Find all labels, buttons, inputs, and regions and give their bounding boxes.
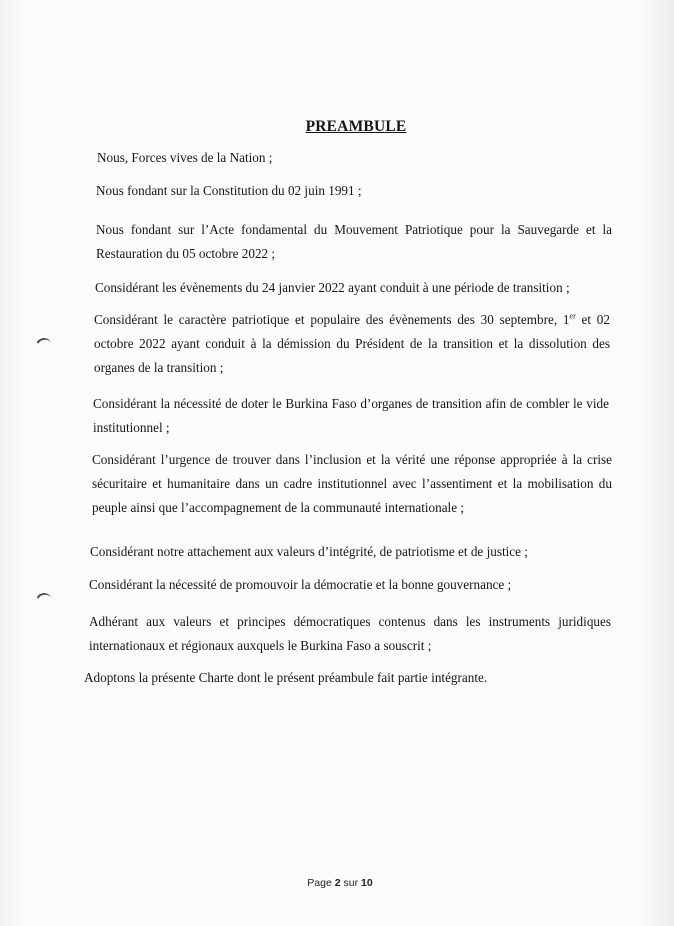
paragraph-forces-vives: Nous, Forces vives de la Nation ; (97, 150, 273, 165)
footer-page-prefix: Page (307, 877, 332, 889)
paragraph-constitution: Nous fondant sur la Constitution du 02 juin 1991 ; (96, 183, 362, 198)
paragraph-urgence: Considérant l’urgence de trouver dans l’inclusion et la vérité une réponse appropriée à la crise sécuritaire et humanitaire dans un cadre institutionnel avec l’assentiment et la mobilisation du peuple ainsi que l’accompagnement de la communauté internationale ; (92, 452, 612, 515)
footer-total-pages: 10 (361, 877, 373, 889)
punch-hole-mark-bottom (34, 591, 55, 612)
punch-hole-mark-top (34, 336, 55, 357)
paragraph-democratie: Considérant la nécessité de promouvoir la démocratie et la bonne gouvernance ; (89, 577, 512, 592)
paragraph-acte-fondamental: Nous fondant sur l’Acte fondamental du Mouvement Patriotique pour la Sauvegarde et la Restauration du 05 octobre 2022 ; (96, 222, 612, 261)
paragraph-adoptons: Adoptons la présente Charte dont le présent préambule fait partie intégrante. (84, 670, 488, 685)
paragraph-organes-transition: Considérant la nécessité de doter le Burkina Faso d’organes de transition afin de combler le vide institutionnel ; (93, 396, 609, 435)
superscript-er: er (569, 311, 576, 321)
footer-current-page: 2 (334, 877, 341, 889)
footer-separator: sur (343, 877, 359, 889)
paragraph-caractere-patriotique (94, 308, 610, 380)
paragraph-attachement-valeurs: Considérant notre attachement aux valeurs d’intégrité, de patriotisme et de justice ; (90, 544, 528, 559)
paragraph-evenements-janvier: Considérant les évènements du 24 janvier 2022 ayant conduit à une période de transition ; (95, 280, 570, 295)
paragraph-caractere-patriotique-text-a: Considérant le caractère patriotique et populaire des évènements des 30 septembre, 1 (94, 312, 570, 327)
paragraph-caractere-patriotique-text-b: et 02 octobre 2022 ayant conduit à la démission du Président de la transition et la dissolution des organes de la transition ; (94, 312, 610, 375)
page-title: PREAMBULE (305, 118, 407, 135)
page-number-footer (0, 877, 674, 889)
paragraph-principes-democratiques: Adhérant aux valeurs et principes démocratiques contenus dans les instruments juridiques internationaux et régionaux auxquels le Burkina Faso a souscrit ; (89, 614, 611, 653)
